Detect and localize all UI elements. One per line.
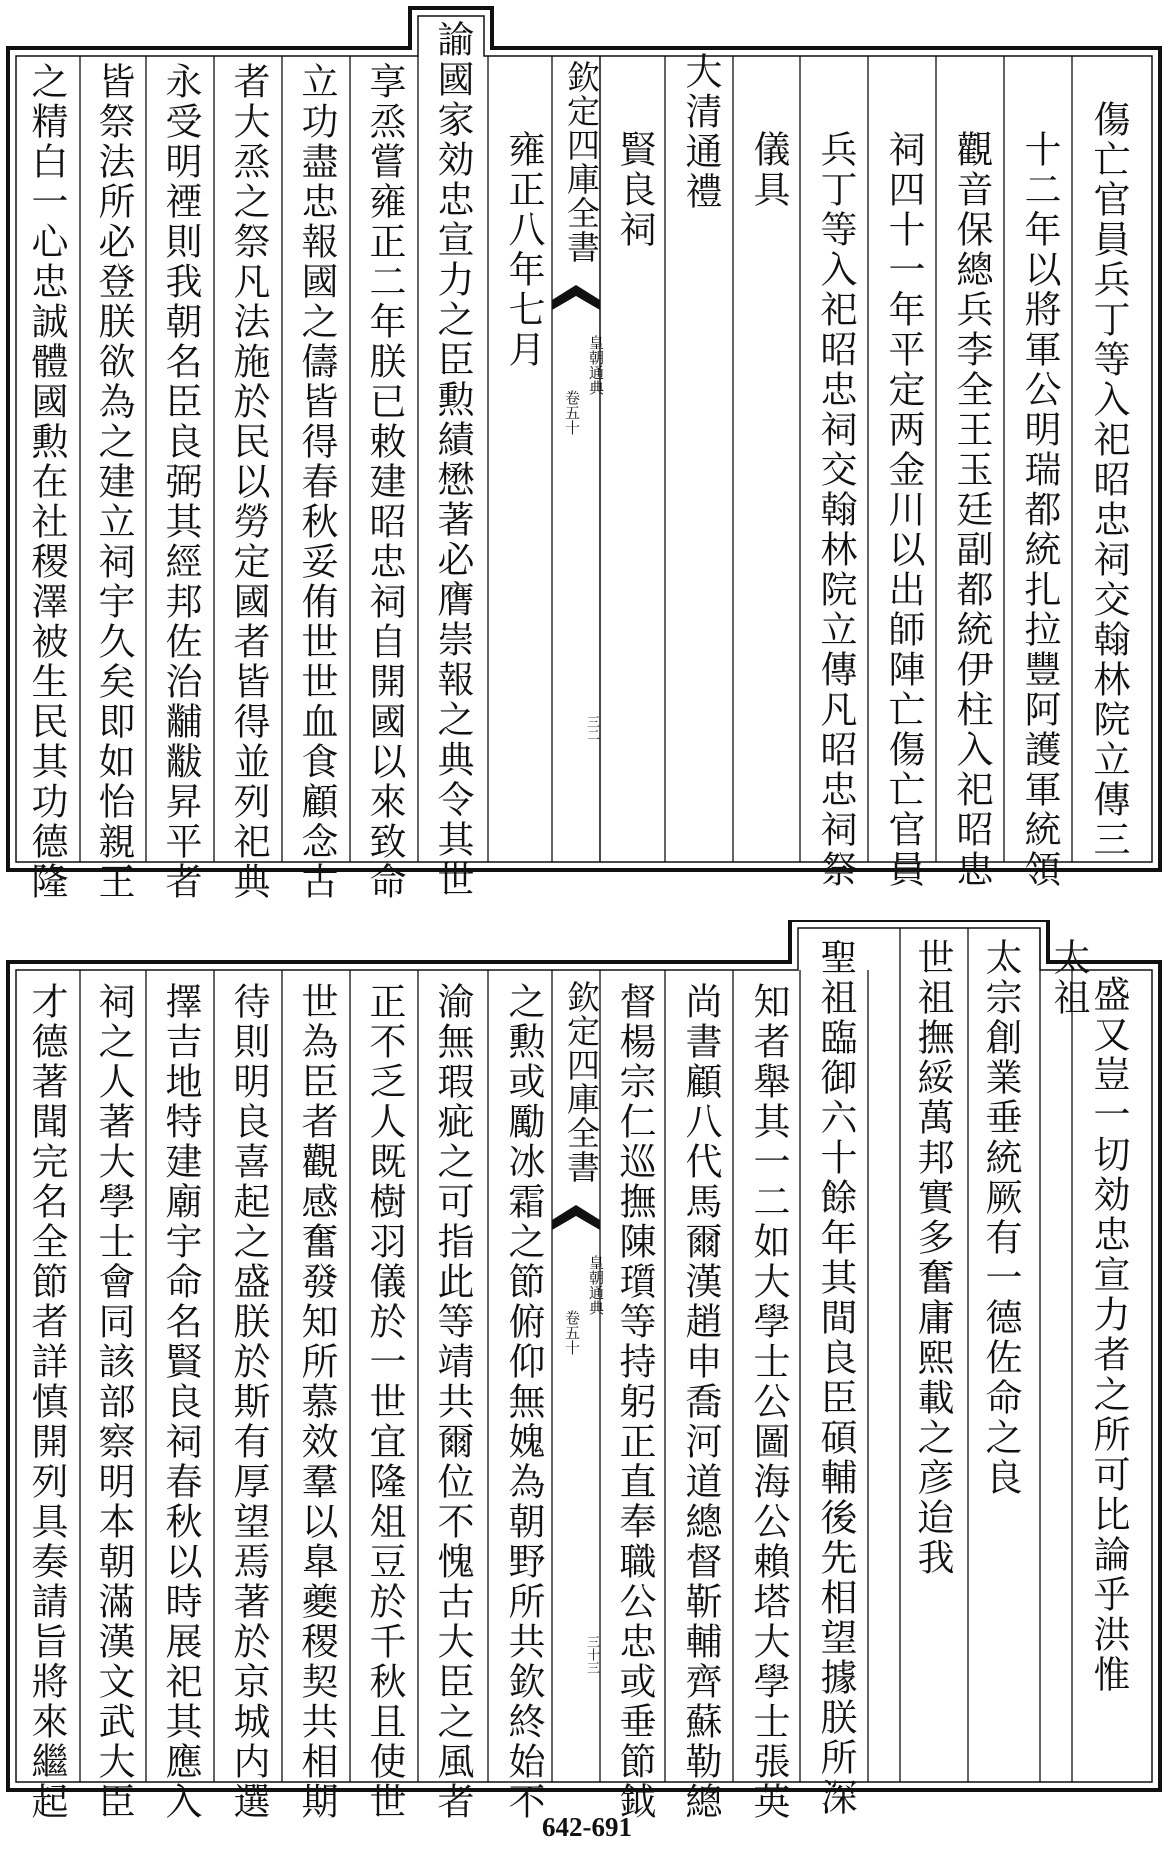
text-column: 享烝嘗雍正二年朕已敕建昭忠祠自開國以來致命: [363, 62, 406, 902]
text-column: 知者舉其一二如大學士公圖海公賴塔大學士張英: [747, 982, 790, 1822]
folio-number: 三十三: [584, 1635, 599, 1674]
top-page: [0, 0, 1174, 902]
text-column: 立功盡忠報國之儔皆得春秋妥侑世世血食顧念古: [295, 62, 338, 902]
text-column: 之精白一心忠誠體國勲在社稷澤被生民其功德隆: [25, 62, 68, 902]
text-column: 尚書顧八代馬爾漢趙申喬河道總督靳輔齊蘇勒總: [679, 982, 722, 1822]
text-column: 才德著聞完名全節者詳慎開列具奏請旨將來繼起: [25, 982, 68, 1822]
book-name: 皇朝通典: [587, 1255, 605, 1315]
text-column: 正不乏人既樹羽儀於一世宜隆俎豆於千秋且使世: [363, 982, 406, 1822]
section-heading: 大清通禮: [679, 52, 722, 212]
text-column: 待則明良喜起之盛朕於斯有厚望焉著於京城内選: [227, 982, 270, 1822]
text-column: 十二年以將軍公明瑞都統扎拉豐阿護軍統領: [1018, 130, 1061, 890]
text-column: 擇吉地特建廟宇命名賢良祠春秋以時展祀其應入: [159, 982, 202, 1822]
text-column: 督楊宗仁巡撫陳瓆等持躬正直奉職公忠或垂節鉞: [613, 982, 656, 1822]
book-title-banner: 欽定四庫全書: [562, 60, 601, 264]
text-column: 太祖: [1047, 938, 1090, 1018]
text-column: 儀具: [747, 130, 790, 210]
text-column: 盛又豈一切効忠宣力者之所可比論乎洪惟: [1087, 975, 1130, 1695]
date-line: 雍正八年七月: [502, 130, 545, 370]
folio-number: 三二: [584, 715, 599, 741]
text-column: 祠之人著大學士會同該部察明本朝滿漢文武大臣: [92, 982, 135, 1822]
volume-label: 卷五十: [563, 1310, 581, 1355]
text-column: 諭國家効忠宣力之臣勲績懋著必膺崇報之典令其世: [431, 20, 474, 900]
text-column: 皆祭法所必登朕欲為之建立祠宇久矣即如怡親王: [92, 62, 135, 902]
book-title-banner: 欽定四庫全書: [562, 980, 601, 1184]
book-name: 皇朝通典: [587, 335, 605, 395]
text-column: 渝無瑕疵之可指此等靖共爾位不愧古大臣之風者: [431, 982, 474, 1822]
text-column: 者大烝之祭凡法施於民以勞定國者皆得並列祀典: [227, 62, 270, 902]
text-column: 之勲或勵冰霜之節俯仰無媿為朝野所共欽終始不: [502, 982, 545, 1822]
text-column: 祠四十一年平定两金川以出師陣亡傷亡官員: [882, 130, 925, 890]
text-column: 永受明禋則我朝名臣良弼其經邦佐治黼黻昇平者: [159, 62, 202, 902]
text-column: 世為臣者觀感奮發知所慕效羣以臯夔稷契共相期: [295, 982, 338, 1822]
text-column: 世祖撫綏萬邦實多奮庸熙載之彦迨我: [911, 938, 954, 1578]
text-column: 兵丁等入祀昭忠祠交翰林院立傳凡昭忠祠祭: [814, 130, 857, 890]
bottom-page: [0, 920, 1174, 1822]
volume-label: 卷五十: [563, 390, 581, 435]
text-column: 傷亡官員兵丁等入祀昭忠祠交翰林院立傳三: [1087, 100, 1130, 860]
text-column: 觀音保總兵李全王玉廷副都統伊柱入祀昭忠: [950, 130, 993, 890]
text-column: 聖祖臨御六十餘年其間良臣碩輔後先相望據朕所深: [814, 938, 857, 1818]
page-code: 642-691: [542, 1812, 632, 1842]
text-column: 太宗創業垂統厥有一德佐命之良: [979, 938, 1022, 1498]
section-heading: 賢良祠: [613, 130, 656, 250]
